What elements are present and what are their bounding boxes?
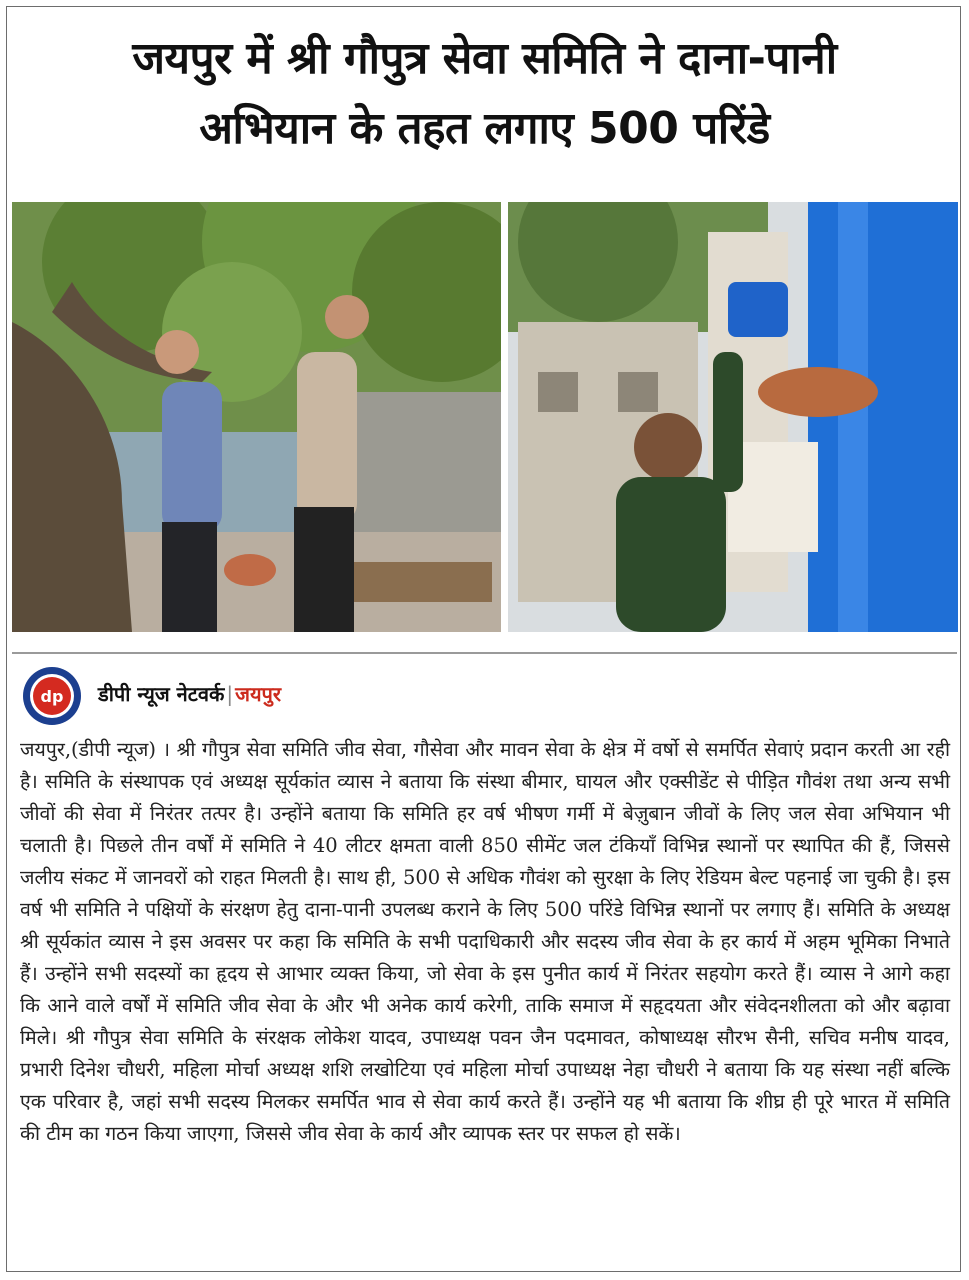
section-divider [12,652,957,654]
headline-line-1: जयपुर में श्री गौपुत्र सेवा समिति ने दाना-पानी [132,33,837,84]
byline-network: डीपी न्यूज नेटवर्क [98,682,225,706]
dp-news-logo-icon [22,666,82,726]
byline [98,680,281,707]
article-body: जयपुर,(डीपी न्यूज) । श्री गौपुत्र सेवा समिति जीव सेवा, गौसेवा और मावन सेवा के क्षेत्र में वर्षो से समर्पित सेवाएं प्रदान करती आ रही है। समिति के संस्थापक एवं अध्यक्ष सूर्यकांत व्यास ने बताया कि संस्था बीमार, घायल और एक्सीडेंट से पीड़ित गौवंश तथा अन्य सभी जीवों की सेवा में निरंतर तत्पर है। उन्होंने बताया कि समिति हर वर्ष भीषण गर्मी में बेज़ुबान जीवों के लिए जल सेवा अभियान भी चलाती है। पिछले तीन वर्षों में समिति ने 40 लीटर क्षमता वाली 850 सीमेंट जल टंकियाँ विभिन्न स्थानों पर स्थापित की हैं, जिससे जलीय संकट में जानवरों को राहत मिलती है। साथ ही, 500 से अधिक गौवंश को सुरक्षा के लिए रेडियम बेल्ट पहनाई जा चुकी है। इस वर्ष भी समिति ने पक्षियों के संरक्षण हेतु दाना-पानी उपलब्ध कराने के लिए 500 परिंडे विभिन्न स्थानों पर लगाए हैं। समिति के अध्यक्ष श्री सूर्यकांत व्यास ने इस अवसर पर कहा कि समिति के सभी पदाधिकारी और सदस्य जीव सेवा के हर कार्य में अहम भूमिका निभाते हैं। उन्होंने सभी सदस्यों का हृदय से आभार व्यक्त किया, जो सेवा के इस पुनीत कार्य में निरंतर सहयोग करते हैं। व्यास ने आगे कहा कि आने वाले वर्षों में समिति जीव सेवा के और भी अनेक कार्य करेगी, ताकि समाज में सहृदयता और संवेदनशीलता को और बढ़ावा मिले। श्री गौपुत्र सेवा समिति के संरक्षक लोकेश यादव, उपाध्यक्ष पवन जैन पदमावत, कोषाध्यक्ष सौरभ सैनी, सचिव मनीष यादव, प्रभारी दिनेश चौधरी, महिला मोर्चा अध्यक्ष शशि लखोटिया एवं महिला मोर्चा उपाध्यक्ष नेहा चौधरी ने बताया कि यह संस्था नहीं बल्कि एक परिवार है, जहां सभी सदस्य मिलकर समर्पित भाव से सेवा कार्य करते हैं। उन्होंने यह भी बताया कि शीघ्र ही पूरे भारत में समिति की टीम का गठन किया जाएगा, जिससे जीव सेवा के कार्य और व्यापक स्तर पर सफल हो सकें। [20,738,950,1145]
photo-two-men-hanging-pot-on-tree-icon [12,202,501,632]
logo-initials: dp [40,687,64,706]
byline-separator: | [226,682,234,706]
byline-city: जयपुर [235,682,282,706]
headline [20,24,949,164]
photo-tree-volunteers [12,202,501,632]
headline-line-2: अभियान के तहत लगाए 500 परिंडे [199,103,770,154]
photo-pole-volunteer [508,202,958,632]
photo-man-filling-pot-on-blue-pole-icon [508,202,958,632]
